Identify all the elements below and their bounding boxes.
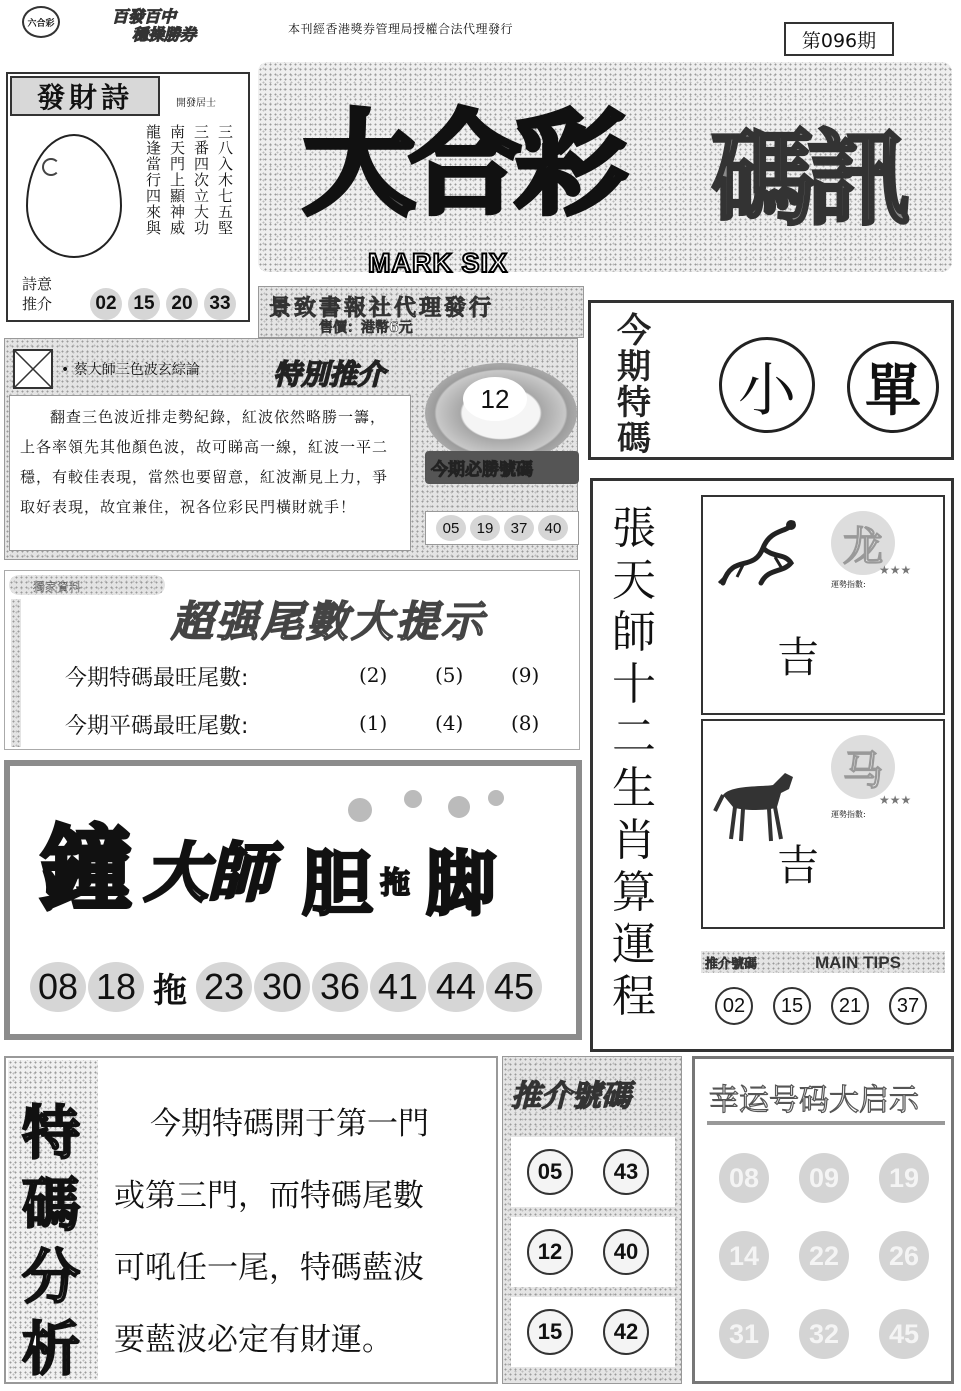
master-number: 44 bbox=[428, 962, 484, 1012]
pick-number: 40 bbox=[603, 1229, 649, 1275]
master-title-b: 大師 bbox=[144, 837, 272, 911]
tail-normal-value: (8) bbox=[511, 711, 540, 735]
recommend-panel bbox=[4, 338, 578, 560]
tail-special-value: (9) bbox=[511, 663, 540, 687]
master-number: 08 bbox=[30, 962, 86, 1012]
tips-number: 37 bbox=[889, 987, 927, 1025]
master-number: 拖 bbox=[153, 970, 187, 1011]
poem-number: 15 bbox=[128, 288, 160, 320]
publisher-line-1: 景致書報社代理發行 bbox=[269, 295, 495, 321]
picks-title: 推介號碼 bbox=[511, 1079, 631, 1114]
master-panel bbox=[4, 760, 582, 1040]
tail-left-strip bbox=[11, 599, 21, 747]
bubble-icon bbox=[448, 796, 470, 818]
lucky-number: 08 bbox=[719, 1153, 769, 1203]
header-bar bbox=[0, 0, 961, 50]
analysis-line: 要藍波必定有財運。 bbox=[114, 1322, 393, 1358]
analysis-line: 或第三門，而特碼尾數 bbox=[114, 1178, 424, 1214]
tail-normal-label: 今期平碼最旺尾數: bbox=[65, 714, 249, 739]
lucky-title: 幸运号码大启示 bbox=[709, 1083, 919, 1118]
poem-line-4: 龍逢當行四來與 bbox=[144, 124, 162, 236]
poem-line-3: 南天門上顯神威 bbox=[168, 124, 186, 236]
zodiac-card-horse bbox=[701, 719, 945, 929]
tips-number: 02 bbox=[715, 987, 753, 1025]
analysis-line: 可吼任一尾，特碼藍波 bbox=[114, 1250, 424, 1286]
picks-row bbox=[511, 1297, 675, 1367]
lucky-number: 26 bbox=[879, 1231, 929, 1281]
recommend-badge: 特別推介 bbox=[273, 358, 386, 391]
star-icon: ★★★ bbox=[879, 563, 912, 577]
master-title-d: 拖 bbox=[380, 866, 410, 901]
issue-box: 第096期 bbox=[784, 22, 894, 56]
bubble-icon bbox=[488, 790, 504, 806]
picks-panel bbox=[502, 1056, 682, 1384]
lucky-number: 31 bbox=[719, 1309, 769, 1359]
zodiac-animal-badge: 龙 bbox=[831, 511, 895, 575]
tips-number: 21 bbox=[831, 987, 869, 1025]
master-number: 18 bbox=[88, 962, 144, 1012]
tail-special-label: 今期特碼最旺尾數: bbox=[65, 666, 249, 691]
pick-number: 15 bbox=[527, 1309, 573, 1355]
must-win-label: 今期必勝號碼 bbox=[425, 451, 579, 484]
poem-numbers bbox=[90, 288, 236, 320]
tail-tag-label: 獨家資料 bbox=[33, 580, 82, 594]
bubble-icon bbox=[404, 790, 422, 808]
master-title-e: 脚 bbox=[426, 843, 496, 925]
tips-numbers bbox=[715, 987, 927, 1025]
master-number: 45 bbox=[486, 962, 542, 1012]
tips-number: 15 bbox=[773, 987, 811, 1025]
slogan-line-1: 百發百中 bbox=[112, 7, 177, 26]
authority-text: 本刊經香港獎券管理局授權合法代理發行 bbox=[288, 22, 514, 36]
poem-number: 33 bbox=[204, 288, 236, 320]
zodiac-index-label: 運勢指數: bbox=[831, 810, 866, 819]
zodiac-index-label: 運勢指數: bbox=[831, 580, 866, 589]
analysis-label-char: 碼 bbox=[22, 1171, 81, 1239]
analysis-label-char: 特 bbox=[22, 1099, 81, 1167]
picks-row bbox=[511, 1137, 675, 1207]
zodiac-fortune: 吉 bbox=[777, 841, 820, 890]
special-tag-small: 小 bbox=[719, 337, 815, 433]
close-box-icon bbox=[13, 349, 53, 389]
master-title-c: 胆 bbox=[302, 843, 372, 925]
pick-number: 05 bbox=[527, 1149, 573, 1195]
poem-number: 20 bbox=[166, 288, 198, 320]
master-number: 36 bbox=[312, 962, 368, 1012]
recommend-text-box bbox=[9, 395, 411, 551]
tail-normal-value: (1) bbox=[359, 711, 388, 735]
tail-panel bbox=[4, 570, 580, 750]
main-recommend-number: 12 bbox=[463, 377, 527, 421]
special-code-label: 今期特碼 bbox=[617, 311, 651, 459]
lucky-number: 22 bbox=[799, 1231, 849, 1281]
lucky-number: 14 bbox=[719, 1231, 769, 1281]
master-title-a: 鐘 bbox=[40, 816, 133, 923]
master-number: 41 bbox=[370, 962, 426, 1012]
lucky-number: 45 bbox=[879, 1309, 929, 1359]
master-numbers bbox=[30, 962, 542, 1012]
english-title: MARK SIX bbox=[367, 247, 508, 278]
tail-normal-value: (4) bbox=[435, 711, 464, 735]
logo: 六合彩 bbox=[22, 6, 60, 38]
tips-label: 推介號碼 bbox=[705, 957, 758, 972]
publisher-line-2: 售價：港幣6元 bbox=[319, 320, 413, 336]
publisher-banner bbox=[258, 286, 584, 338]
zodiac-card-dragon bbox=[701, 495, 945, 715]
lucky-number: 09 bbox=[799, 1153, 849, 1203]
poem-line-1: 三八入木七五堅 bbox=[216, 124, 234, 236]
special-code-panel bbox=[588, 300, 954, 460]
analysis-label-char: 析 bbox=[22, 1315, 81, 1383]
dragon-icon bbox=[713, 513, 803, 603]
tail-title: 超强尾數大提示 bbox=[171, 597, 487, 646]
master-number: 30 bbox=[254, 962, 310, 1012]
pick-number: 43 bbox=[603, 1149, 649, 1195]
egg-icon bbox=[26, 134, 122, 258]
must-win-number: 19 bbox=[470, 515, 500, 541]
poem-panel bbox=[6, 72, 250, 322]
recommend-text: 翻查三色波近排走勢紀錄，紅波依然略勝一籌，上各率領先其他顏色波，故可睇高一線，紅波一平二穩，有較佳表現，當然也要留意，紅波漸見上力，爭取好表現，故宜兼住，祝各位彩民門橫財就手！ bbox=[20, 408, 389, 516]
must-win-number: 05 bbox=[436, 515, 466, 541]
recommend-header: • 蔡大師三色波玄綜論 bbox=[61, 362, 200, 378]
poem-recommend-label: 詩意推介 bbox=[22, 275, 53, 313]
poem-author: 開發居士 bbox=[176, 98, 216, 109]
must-win-number: 37 bbox=[504, 515, 534, 541]
pick-number: 12 bbox=[527, 1229, 573, 1275]
main-title: 大合彩 bbox=[303, 99, 621, 230]
zodiac-animal-badge: 马 bbox=[831, 735, 895, 799]
must-win-numbers bbox=[425, 511, 579, 545]
slogan-line-2: 穩操勝券 bbox=[132, 25, 197, 44]
zodiac-panel bbox=[590, 478, 954, 1052]
tail-special-value: (5) bbox=[435, 663, 464, 687]
analysis-panel bbox=[4, 1056, 498, 1384]
poem-number: 02 bbox=[90, 288, 122, 320]
lucky-divider bbox=[707, 1121, 945, 1125]
analysis-line: 今期特碼開于第一門 bbox=[150, 1106, 429, 1142]
master-number: 23 bbox=[196, 962, 252, 1012]
must-win-number: 40 bbox=[538, 515, 568, 541]
sub-title: 碼訊 bbox=[710, 118, 903, 240]
star-icon: ★★★ bbox=[879, 793, 912, 807]
lucky-number: 19 bbox=[879, 1153, 929, 1203]
poem-line-2: 三番四次立大功 bbox=[192, 124, 210, 236]
special-tag-odd: 單 bbox=[847, 341, 939, 433]
tips-en: MAIN TIPS bbox=[815, 953, 901, 972]
tail-special-value: (2) bbox=[359, 663, 388, 687]
bubble-icon bbox=[348, 798, 372, 822]
zodiac-vertical-title: 張天師十二生肖算運程 bbox=[612, 503, 656, 1022]
picks-row bbox=[511, 1217, 675, 1287]
poem-title: 發財詩 bbox=[10, 76, 160, 116]
lucky-number: 32 bbox=[799, 1309, 849, 1359]
analysis-label-char: 分 bbox=[22, 1243, 81, 1311]
zodiac-fortune: 吉 bbox=[777, 633, 820, 682]
pick-number: 42 bbox=[603, 1309, 649, 1355]
lucky-panel bbox=[692, 1056, 954, 1384]
